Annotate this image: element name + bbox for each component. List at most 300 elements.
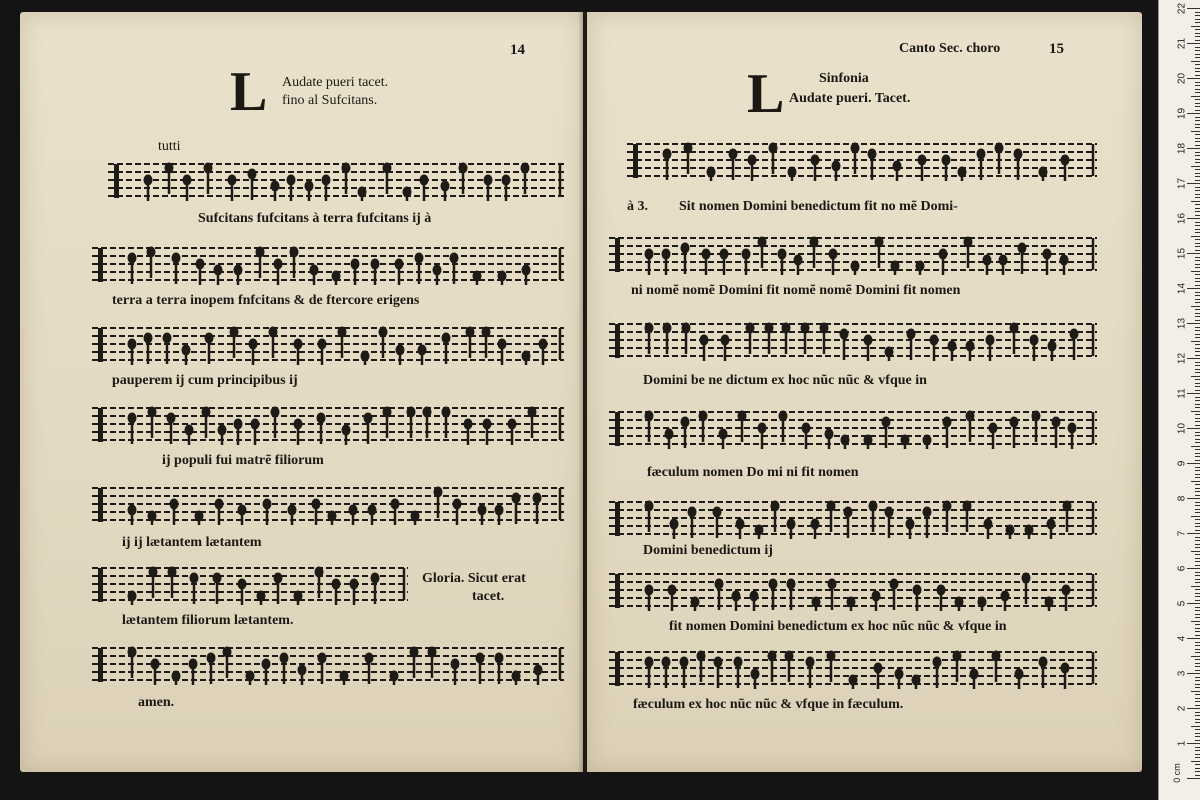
note-head [811,155,820,166]
note-head [681,417,690,428]
note-head [750,591,759,602]
ruler-tick [1195,572,1200,573]
ruler-tick [1191,551,1200,552]
note-head [128,647,137,658]
ruler-tick [1187,183,1200,184]
ruler-tick [1195,110,1200,111]
ruler-tick [1195,222,1200,223]
note-head [433,265,442,276]
note-head [811,519,820,530]
note-head [977,149,986,160]
note-head [874,663,883,674]
note-head [1025,525,1034,536]
note-head [478,505,487,516]
note-head [464,419,473,430]
note-head [214,265,223,276]
ruler-tick [1195,313,1200,314]
ruler-tick [1195,547,1200,548]
note-head [246,671,255,682]
ruler-number: 21 [1176,37,1188,50]
note-head [315,567,324,578]
ruler-tick [1195,89,1200,90]
note-head [907,329,916,340]
note-head [787,579,796,590]
ruler-tick [1187,533,1200,534]
ruler-tick [1195,663,1200,664]
clef-mark [98,328,103,362]
note-head [645,501,654,512]
ruler-tick [1195,57,1200,58]
ruler-tick [1195,246,1200,247]
note-head [768,651,777,662]
ruler-tick [1195,383,1200,384]
note-head [1048,341,1057,352]
ruler-tick [1195,12,1200,13]
note-head [713,507,722,518]
ruler-tick [1187,673,1200,674]
note-head [249,339,258,350]
ruler-tick [1195,106,1200,107]
note-head [1043,249,1052,260]
note-head [787,519,796,530]
note-head [930,335,939,346]
note-head [1022,573,1031,584]
note-head [912,675,921,686]
ruler-number: 4 [1176,635,1188,642]
ruler-tick [1195,194,1200,195]
clef-mark [633,144,638,178]
ruler-tick [1195,173,1200,174]
note-head [128,413,137,424]
note-head [801,323,810,334]
note-head [256,247,265,258]
ruler-tick [1195,540,1200,541]
note-head [508,419,517,430]
note-head [328,511,337,522]
ruler-tick [1195,365,1200,366]
note-head [441,181,450,192]
ruler-tick [1187,568,1200,569]
note-head [182,345,191,356]
note-head [215,499,224,510]
clef-mark [98,648,103,682]
ruler-tick [1195,197,1200,198]
ruler-tick [1195,617,1200,618]
clef-mark [615,574,620,608]
note-head [1063,501,1072,512]
left-page [20,12,583,772]
note-head [350,579,359,590]
note-head [332,271,341,282]
note-head [828,579,837,590]
ruler-tick [1195,372,1200,373]
ruler-tick [1195,635,1200,636]
note-head [383,163,392,174]
ruler-tick [1195,152,1200,153]
ruler-tick [1195,701,1200,702]
ruler-tick [1195,659,1200,660]
ruler-tick [1191,446,1200,447]
ruler-number: 1 [1176,740,1188,747]
ruler-tick [1195,418,1200,419]
ruler-tick [1195,215,1200,216]
note-head [720,249,729,260]
note-head [769,143,778,154]
note-head [682,323,691,334]
ruler-tick [1195,250,1200,251]
ruler-number: 7 [1176,530,1188,537]
note-head [715,579,724,590]
note-head [498,339,507,350]
ruler-tick [1195,495,1200,496]
ruler-tick [1195,575,1200,576]
note-head [916,261,925,272]
note-head [943,501,952,512]
note-head [933,657,942,668]
clef-mark [98,568,103,602]
ruler-tick [1195,467,1200,468]
note-head [918,155,927,166]
note-head [128,505,137,516]
ruler-tick [1187,358,1200,359]
note-head [707,167,716,178]
note-head [734,657,743,668]
clef-mark [615,324,620,358]
ruler-tick [1195,509,1200,510]
note-head [891,261,900,272]
ruler-tick [1195,684,1200,685]
ruler-tick [1195,442,1200,443]
note-head [844,507,853,518]
ruler-tick [1191,481,1200,482]
side-note: tacet. [472,589,505,604]
ruler-number: 2 [1176,705,1188,712]
note-head [312,499,321,510]
ruler-number: 18 [1176,142,1188,155]
ruler-tick [1195,698,1200,699]
ruler-tick [1195,162,1200,163]
ruler-tick [1195,117,1200,118]
ruler-tick [1195,607,1200,608]
note-head [746,323,755,334]
note-head [271,407,280,418]
music-staff [609,408,1097,450]
ruler-tick [1187,743,1200,744]
note-head [205,333,214,344]
note-head [533,493,542,504]
ruler-tick [1195,327,1200,328]
ruler-tick [1195,421,1200,422]
note-head [342,425,351,436]
clef-mark [114,164,119,198]
ruler-tick [1191,761,1200,762]
note-head [875,237,884,248]
note-head [765,323,774,334]
ruler-tick [1195,593,1200,594]
note-head [274,573,283,584]
note-head [849,675,858,686]
note-head [269,327,278,338]
note-head [864,435,873,446]
lyric-line: fæculum ex hoc nũc nũc & vfque in fæculum. [633,697,904,712]
note-head [729,149,738,160]
lyric-line: terra a terra inopem fnfcitans & de ftercore erigens [112,293,420,308]
note-head [868,149,877,160]
note-head [185,425,194,436]
ruler-tick [1195,264,1200,265]
ruler-tick [1191,236,1200,237]
ruler-tick [1195,348,1200,349]
note-head [645,323,654,334]
ruler-tick [1195,764,1200,765]
ruler-tick [1195,523,1200,524]
lyric-line: fæculum nomen Do mi ni fit nomen [647,465,859,480]
ruler-tick [1195,600,1200,601]
note-head [984,519,993,530]
note-head [827,651,836,662]
ruler-tick [1195,470,1200,471]
ruler-tick [1195,50,1200,51]
measurement-ruler [1158,0,1200,800]
ruler-tick [1195,666,1200,667]
ruler-tick [1195,502,1200,503]
note-head [721,335,730,346]
note-head [1045,597,1054,608]
note-head [294,339,303,350]
ruler-number: 10 [1176,422,1188,435]
note-head [901,435,910,446]
note-head [238,505,247,516]
note-head [407,407,416,418]
ruler-tick [1195,54,1200,55]
note-head [228,175,237,186]
note-head [885,347,894,358]
note-head [379,327,388,338]
note-head [364,413,373,424]
note-head [937,585,946,596]
ruler-tick [1195,687,1200,688]
note-head [383,407,392,418]
note-head [238,579,247,590]
note-head [885,507,894,518]
ruler-tick [1195,460,1200,461]
note-head [663,149,672,160]
note-head [758,237,767,248]
ruler-tick [1195,477,1200,478]
note-head [882,417,891,428]
ruler-tick [1195,138,1200,139]
lyric-line: fit nomen Domini benedictum ex hoc nũc nũc & vfque in [669,619,1007,634]
note-head [410,647,419,658]
note-head [864,335,873,346]
ruler-tick [1191,271,1200,272]
ruler-tick [1195,15,1200,16]
lyric-line: lætantem filiorum lætantem. [122,613,294,628]
note-head [1068,423,1077,434]
note-head [234,265,243,276]
note-head [502,175,511,186]
note-head [806,657,815,668]
note-head [825,429,834,440]
note-head [895,669,904,680]
ruler-tick [1195,775,1200,776]
ruler-tick [1195,754,1200,755]
note-head [869,501,878,512]
note-head [958,167,967,178]
ruler-tick [1195,33,1200,34]
ruler-tick [1195,407,1200,408]
ruler-tick [1191,61,1200,62]
note-head [128,253,137,264]
note-head [165,163,174,174]
note-head [758,423,767,434]
note-head [148,407,157,418]
clef-mark [615,502,620,536]
ruler-tick [1187,638,1200,639]
note-head [204,163,213,174]
note-head [294,591,303,602]
ruler-tick [1187,498,1200,499]
ruler-tick [1195,386,1200,387]
note-head [939,249,948,260]
ruler-number: 16 [1176,212,1188,225]
note-head [802,423,811,434]
ruler-number: 22 [1176,2,1188,15]
note-head [248,169,257,180]
ruler-tick [1191,516,1200,517]
ruler-tick [1195,285,1200,286]
note-head [391,499,400,510]
cue-text: à 3. [627,199,648,214]
note-head [257,591,266,602]
note-head [371,259,380,270]
ruler-tick [1191,376,1200,377]
note-head [368,505,377,516]
note-head [738,411,747,422]
ruler-tick [1195,537,1200,538]
ruler-tick [1195,484,1200,485]
note-head [953,651,962,662]
ruler-tick [1195,267,1200,268]
note-head [294,419,303,430]
note-head [665,429,674,440]
ruler-tick [1195,722,1200,723]
note-head [466,327,475,338]
ruler-number: 6 [1176,565,1188,572]
ruler-tick [1195,334,1200,335]
ruler-number: 5 [1176,600,1188,607]
note-head [1070,329,1079,340]
ruler-tick [1195,295,1200,296]
note-head [1061,663,1070,674]
ruler-tick [1195,229,1200,230]
ruler-tick [1195,439,1200,440]
ruler-tick [1187,778,1200,779]
note-head [340,671,349,682]
note-head [691,597,700,608]
ruler-tick [1195,82,1200,83]
note-head [645,657,654,668]
ruler-tick [1195,680,1200,681]
initial-letter: L [230,61,268,123]
ruler-unit: 0 cm [1171,763,1182,783]
lyric-line: pauperem ij cum principibus ij [112,373,298,388]
note-head [148,511,157,522]
lyric-line: Domini benedictum ij [643,543,773,558]
music-staff [609,570,1097,612]
note-head [999,255,1008,266]
ruler-tick [1195,47,1200,48]
note-head [872,591,881,602]
ruler-tick [1187,428,1200,429]
note-head [512,671,521,682]
note-head [989,423,998,434]
ruler-tick [1195,757,1200,758]
ruler-tick [1195,414,1200,415]
note-head [851,261,860,272]
note-head [189,659,198,670]
note-head [1052,417,1061,428]
note-head [365,653,374,664]
ruler-number: 20 [1176,72,1188,85]
ruler-tick [1195,145,1200,146]
ruler-tick [1191,586,1200,587]
ruler-tick [1195,71,1200,72]
note-head [183,175,192,186]
note-head [970,669,979,680]
note-head [755,525,764,536]
page-number: 14 [510,42,525,58]
ruler-tick [1195,505,1200,506]
note-head [782,323,791,334]
lyric-line: ni nomẽ nomẽ Domini fit nomẽ nomẽ Domini fit nomen [631,283,961,298]
note-head [732,591,741,602]
note-head [778,249,787,260]
ruler-tick [1191,621,1200,622]
ruler-tick [1191,166,1200,167]
ruler-tick [1195,705,1200,706]
ruler-tick [1195,257,1200,258]
note-head [128,339,137,350]
note-head [719,429,728,440]
ruler-tick [1195,302,1200,303]
ruler-tick [1187,323,1200,324]
note-head [942,155,951,166]
note-head [1010,417,1019,428]
note-head [332,579,341,590]
ruler-tick [1195,299,1200,300]
initial-letter: L [747,63,785,125]
ruler-tick [1195,274,1200,275]
right-page [587,12,1142,772]
note-head [234,419,243,430]
note-head [473,271,482,282]
note-head [662,657,671,668]
ruler-tick [1195,243,1200,244]
ruler-tick [1195,491,1200,492]
note-head [963,501,972,512]
note-head [451,659,460,670]
ruler-tick [1191,341,1200,342]
note-head [829,249,838,260]
note-head [428,647,437,658]
music-staff [92,484,564,526]
note-head [906,519,915,530]
note-head [390,671,399,682]
note-head [812,597,821,608]
ruler-tick [1195,526,1200,527]
note-head [670,519,679,530]
